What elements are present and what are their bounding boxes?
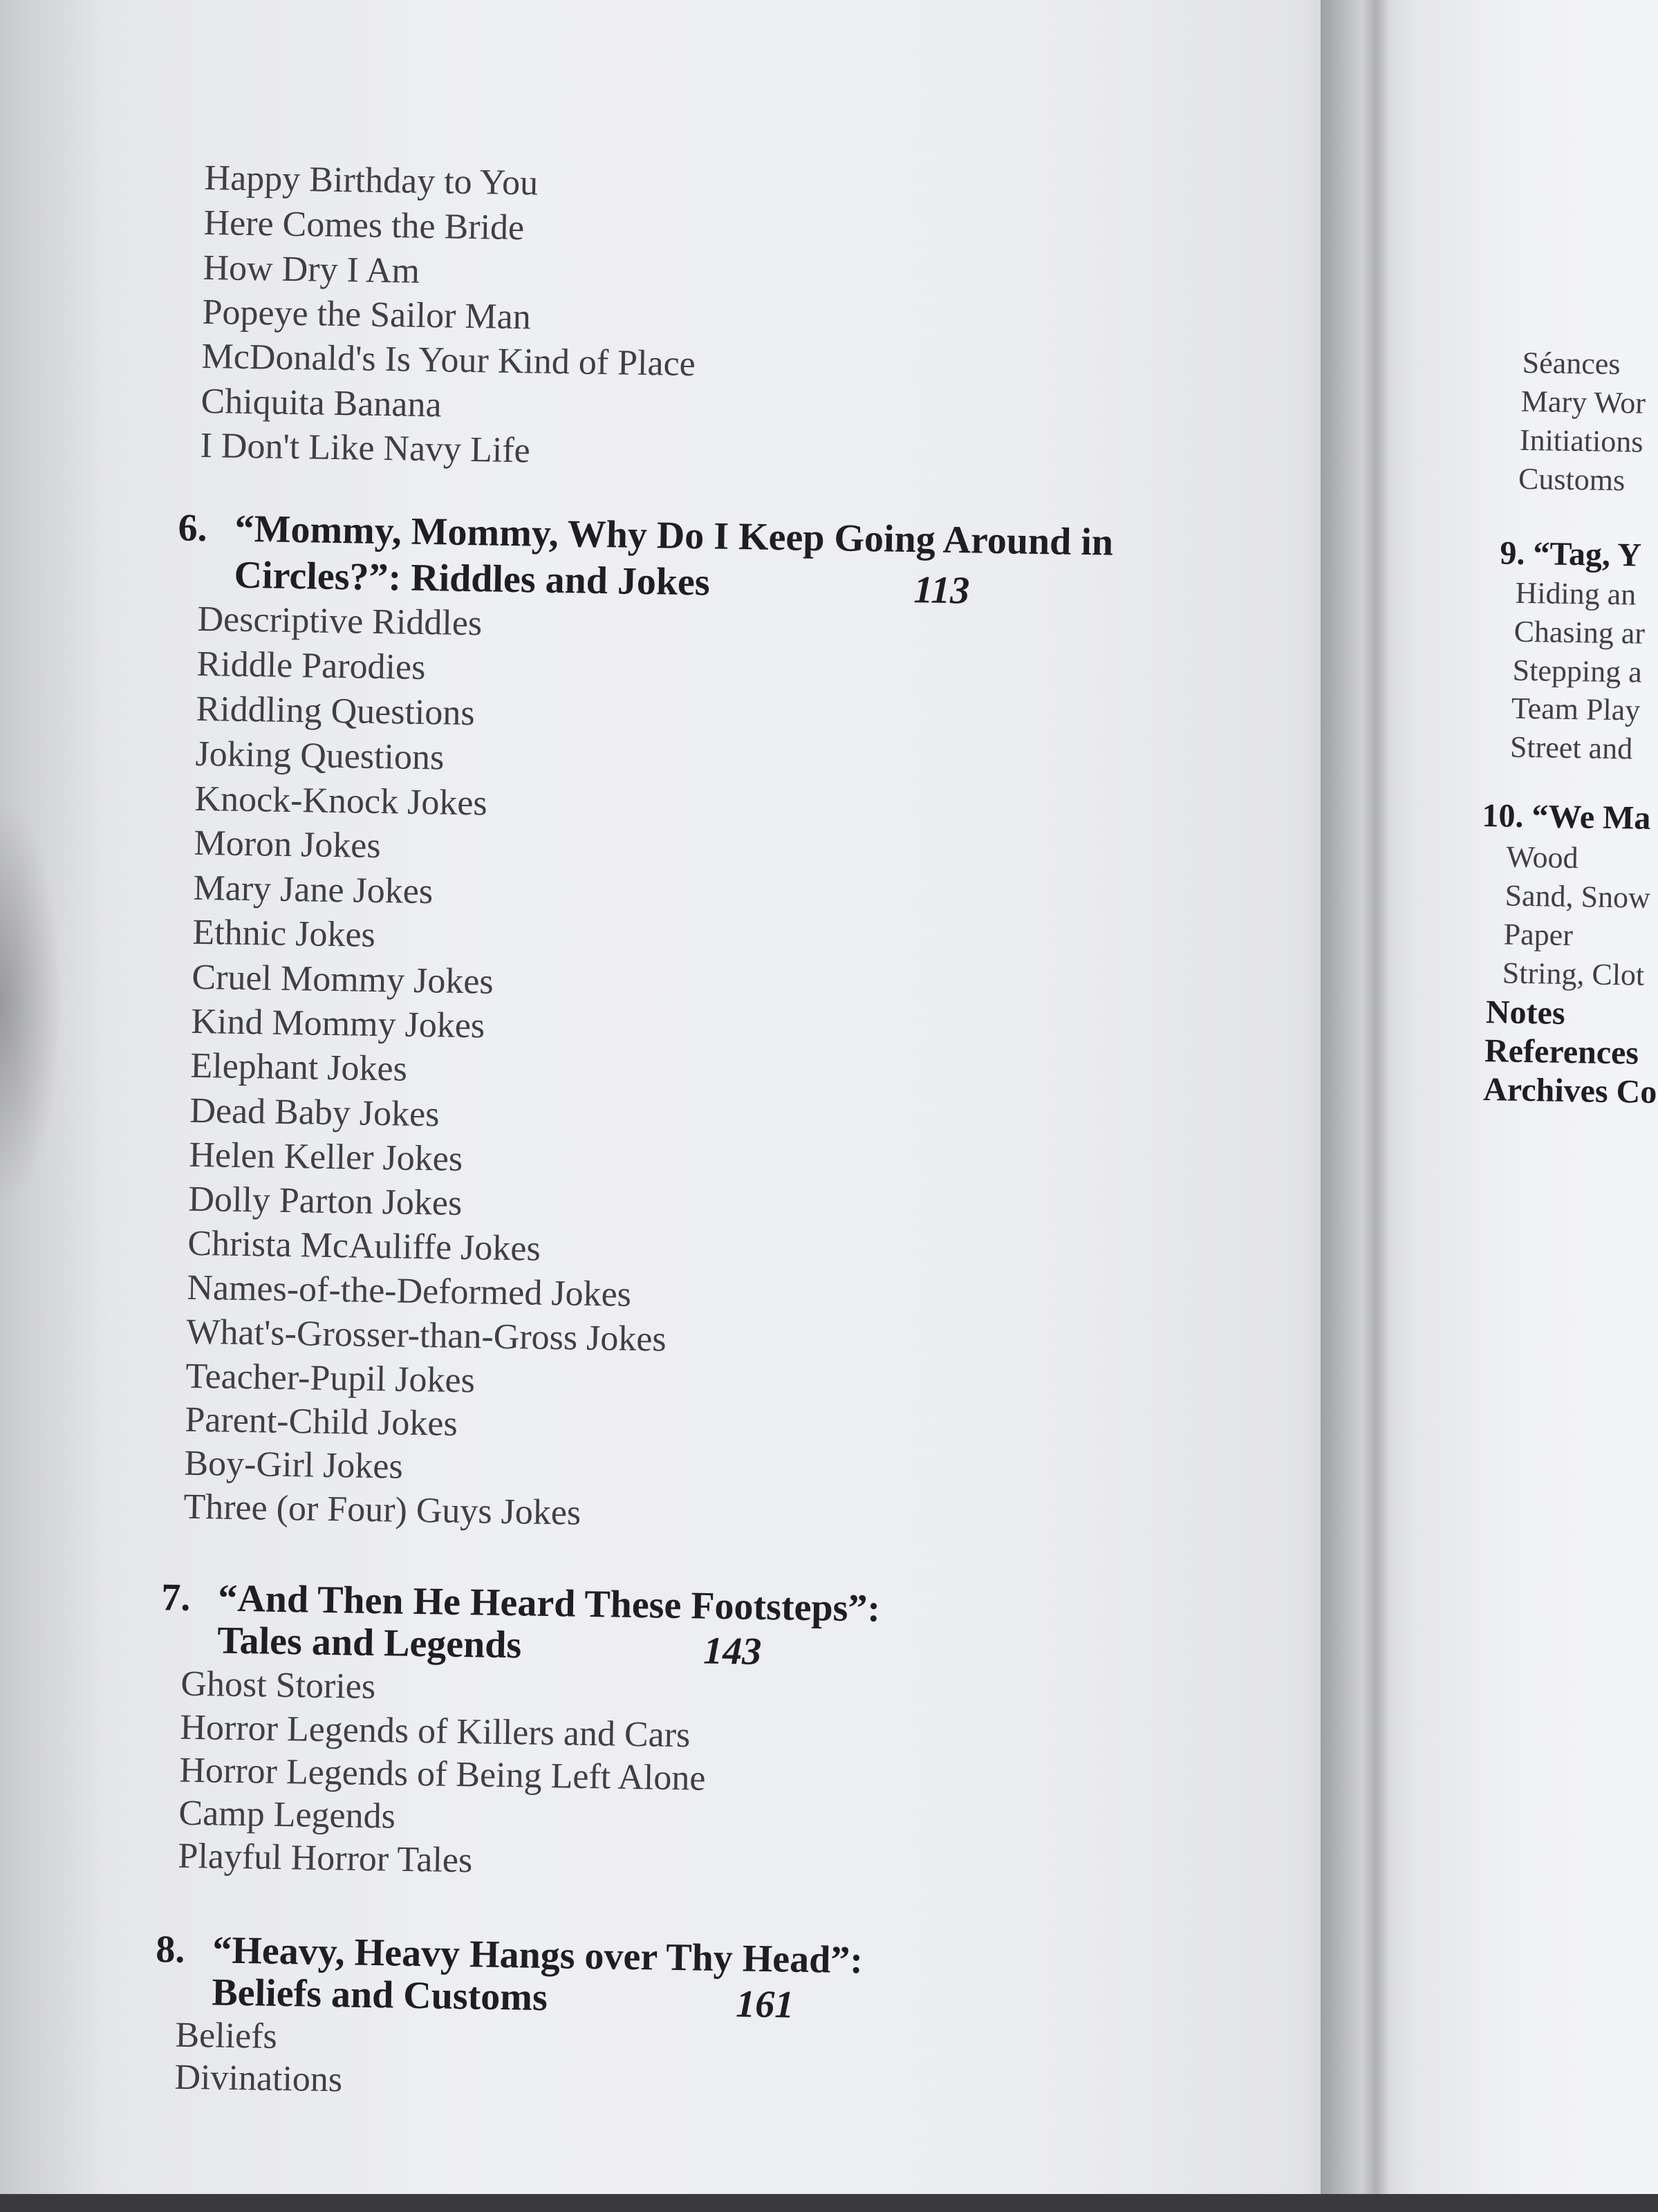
toc-item: Horror Legends of Being Left Alone xyxy=(179,1750,706,1799)
toc-item: Ghost Stories xyxy=(180,1664,376,1707)
toc-item: Here Comes the Bride xyxy=(203,203,525,248)
toc-item: Mary Jane Jokes xyxy=(193,868,434,912)
toc-item: Popeye the Sailor Man xyxy=(202,292,532,337)
toc-item: Boy-Girl Jokes xyxy=(184,1443,404,1487)
toc-item: Ethnic Jokes xyxy=(192,912,376,955)
right-page-content xyxy=(1445,0,1658,2194)
chapter-title: Beliefs and Customs xyxy=(211,1971,548,2020)
toc-item: Knock-Knock Jokes xyxy=(194,779,488,824)
toc-item: Séances xyxy=(1522,345,1621,382)
chapter-page-number: 161 xyxy=(735,1982,794,2027)
toc-item: I Don't Like Navy Life xyxy=(200,425,531,471)
toc-item: Riddling Questions xyxy=(196,689,476,734)
toc-item: Playful Horror Tales xyxy=(178,1836,473,1881)
toc-item: Initiations xyxy=(1519,422,1643,459)
toc-item: Parent-Child Jokes xyxy=(185,1400,458,1444)
toc-item: Joking Questions xyxy=(195,734,445,778)
toc-item: What's-Grosser-than-Gross Jokes xyxy=(186,1312,667,1359)
toc-item: Kind Mommy Jokes xyxy=(191,1001,485,1046)
toc-item: Dead Baby Jokes xyxy=(189,1090,440,1135)
toc-item: Stepping a xyxy=(1512,653,1643,689)
toc-item: Paper xyxy=(1503,917,1574,953)
chapter-page-number: 113 xyxy=(913,568,970,613)
toc-item: Moron Jokes xyxy=(194,823,382,866)
back-matter-references: References xyxy=(1484,1032,1639,1072)
toc-item: Wood xyxy=(1506,839,1578,875)
toc-item: Riddle Parodies xyxy=(196,644,426,688)
toc-item: Hiding an xyxy=(1515,575,1637,612)
chapter-number: 7. xyxy=(160,1576,191,1619)
toc-item: Chasing ar xyxy=(1513,614,1646,651)
toc-item: Names-of-the-Deformed Jokes xyxy=(187,1267,632,1314)
toc-item: Three (or Four) Guys Jokes xyxy=(183,1487,581,1533)
toc-item: Customs xyxy=(1518,461,1626,498)
toc-item: Christa McAuliffe Jokes xyxy=(187,1223,541,1269)
toc-item: Team Play xyxy=(1511,691,1641,727)
toc-item: McDonald's Is Your Kind of Place xyxy=(201,336,696,384)
toc-item: Dolly Parton Jokes xyxy=(188,1179,463,1223)
chapter-title: “And Then He Heard These Footsteps”: xyxy=(217,1577,881,1630)
back-matter-archives: Archives Co xyxy=(1482,1071,1657,1111)
toc-item: Beliefs xyxy=(175,2015,278,2056)
chapter-title: Circles?”: Riddles and Jokes xyxy=(234,553,711,604)
chapter-9-heading: 9. “Tag, Y xyxy=(1500,535,1642,574)
toc-item: Horror Legends of Killers and Cars xyxy=(180,1707,691,1756)
chapter-8-heading-line2 xyxy=(212,1971,548,2019)
toc-item: Descriptive Riddles xyxy=(197,599,483,644)
chapter-title: Tales and Legends xyxy=(216,1619,522,1667)
chapter-10-heading: 10. “We Ma xyxy=(1482,797,1651,837)
chapter-number: 8. xyxy=(155,1928,185,1971)
chapter-title: “Heavy, Heavy Hangs over Thy Head”: xyxy=(212,1928,864,1982)
chapter-page-number: 143 xyxy=(702,1629,762,1673)
chapter-6-heading-line2 xyxy=(234,554,710,604)
toc-item: Sand, Snow xyxy=(1505,878,1651,915)
chapter-number: 6. xyxy=(178,506,208,550)
toc-item: Divinations xyxy=(174,2057,343,2100)
toc-item: Camp Legends xyxy=(178,1793,396,1837)
chapter-title: “Mommy, Mommy, Why Do I Keep Going Around in xyxy=(234,507,1114,564)
toc-item: Street and xyxy=(1509,729,1633,766)
back-matter-notes: Notes xyxy=(1485,994,1566,1032)
toc-item: Mary Wor xyxy=(1520,384,1646,420)
toc-item: Elephant Jokes xyxy=(190,1045,408,1089)
toc-item: String, Clot xyxy=(1502,956,1645,992)
toc-item: Helen Keller Jokes xyxy=(189,1135,463,1179)
toc-item: Teacher-Pupil Jokes xyxy=(185,1356,476,1401)
toc-item: Chiquita Banana xyxy=(201,381,443,425)
toc-item: Cruel Mommy Jokes xyxy=(192,957,494,1002)
toc-item: Happy Birthday to You xyxy=(204,158,539,203)
toc-item: How Dry I Am xyxy=(203,248,420,291)
chapter-7-heading-line2 xyxy=(217,1619,522,1666)
